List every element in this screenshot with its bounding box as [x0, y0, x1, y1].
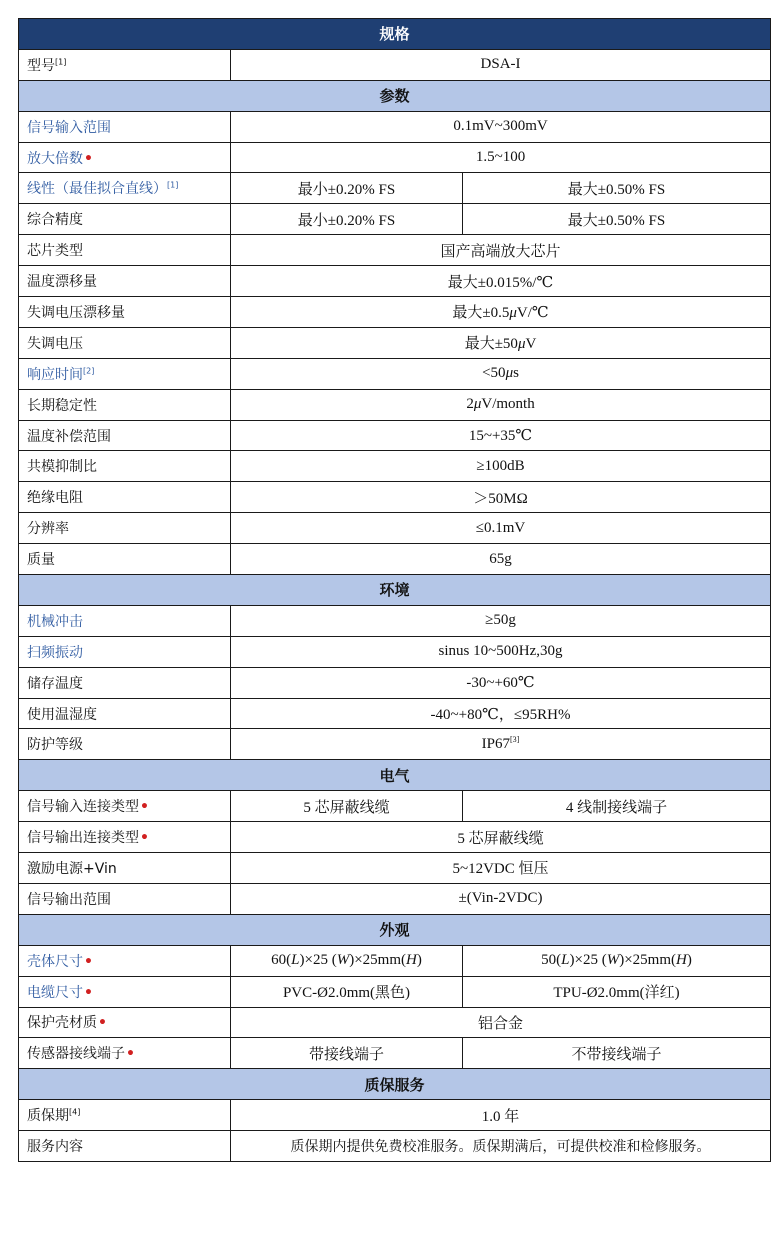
row-value: ＞50MΩ	[231, 482, 771, 513]
row-label: 质量	[19, 544, 231, 575]
row-value: 铝合金	[231, 1007, 771, 1038]
table-row	[19, 883, 771, 914]
row-value: 国产高端放大芯片	[231, 235, 771, 266]
row-label: 激励电源+Vin	[19, 853, 231, 884]
row-label: 响应时间[2]	[19, 358, 231, 389]
row-label: 长期稳定性	[19, 389, 231, 420]
table-row	[19, 1038, 771, 1069]
section-header-service: 质保服务	[19, 1069, 771, 1100]
row-value-min: 最小±0.20% FS	[231, 173, 463, 204]
row-label: 绝缘电阻	[19, 482, 231, 513]
table-row	[19, 667, 771, 698]
row-label: 信号输入范围	[19, 111, 231, 142]
row-label: 储存温度	[19, 667, 231, 698]
row-value: ≥50g	[231, 605, 771, 636]
row-label: 保护壳材质•	[19, 1007, 231, 1038]
table-row	[19, 544, 771, 575]
table-row	[19, 513, 771, 544]
row-value: -40~+80℃，≤95RH%	[231, 698, 771, 729]
row-value: 5~12VDC 恒压	[231, 853, 771, 884]
table-row	[19, 1007, 771, 1038]
row-value: 0.1mV~300mV	[231, 111, 771, 142]
row-value-b: 4 线制接线端子	[463, 791, 771, 822]
row-label: 放大倍数•	[19, 142, 231, 173]
title-row	[19, 19, 771, 50]
table-row	[19, 945, 771, 976]
row-value: ≤0.1mV	[231, 513, 771, 544]
marker-dot-icon: •	[126, 1046, 135, 1063]
row-value: 最大±0.015%/℃	[231, 266, 771, 297]
table-row	[19, 698, 771, 729]
row-value-a: 60(L)×25 (W)×25mm(H)	[231, 945, 463, 976]
row-value: <50μs	[231, 358, 771, 389]
table-row	[19, 1131, 771, 1162]
row-value: 1.5~100	[231, 142, 771, 173]
table-title: 规格	[19, 19, 771, 50]
row-label: 服务内容	[19, 1131, 231, 1162]
table-row	[19, 853, 771, 884]
row-value-b: TPU-Ø2.0mm(洋红)	[463, 976, 771, 1007]
table-row	[19, 822, 771, 853]
row-value: 15~+35℃	[231, 420, 771, 451]
row-value: ≥100dB	[231, 451, 771, 482]
row-value-min: 最小±0.20% FS	[231, 204, 463, 235]
marker-dot-icon: •	[84, 150, 93, 167]
marker-dot-icon: •	[84, 984, 93, 1001]
table-row	[19, 420, 771, 451]
row-value: 2μV/month	[231, 389, 771, 420]
row-label: 电缆尺寸•	[19, 976, 231, 1007]
row-value-b: 不带接线端子	[463, 1038, 771, 1069]
table-row	[19, 729, 771, 760]
row-value: 质保期内提供免费校准服务。质保期满后，可提供校准和检修服务。	[231, 1131, 771, 1162]
row-value: IP67[3]	[231, 729, 771, 760]
spec-sheet	[18, 18, 770, 1162]
marker-dot-icon: •	[140, 830, 149, 847]
table-row	[19, 451, 771, 482]
table-row	[19, 605, 771, 636]
table-row	[19, 111, 771, 142]
table-row	[19, 1100, 771, 1131]
row-value-a: PVC-Ø2.0mm(黑色)	[231, 976, 463, 1007]
row-label: 扫频振动	[19, 636, 231, 667]
model-value: DSA-I	[231, 49, 771, 80]
row-label: 温度补偿范围	[19, 420, 231, 451]
spec-table	[18, 18, 771, 1162]
row-label: 质保期[4]	[19, 1100, 231, 1131]
row-value: sinus 10~500Hz,30g	[231, 636, 771, 667]
marker-dot-icon: •	[98, 1015, 107, 1032]
row-label: 信号输入连接类型•	[19, 791, 231, 822]
row-value: ±(Vin-2VDC)	[231, 883, 771, 914]
row-value-a: 带接线端子	[231, 1038, 463, 1069]
table-row	[19, 791, 771, 822]
row-label: 失调电压	[19, 327, 231, 358]
table-row	[19, 266, 771, 297]
row-label: 信号输出连接类型•	[19, 822, 231, 853]
table-row	[19, 297, 771, 328]
marker-dot-icon: •	[84, 953, 93, 970]
row-value: 5 芯屏蔽线缆	[231, 822, 771, 853]
row-label: 信号输出范围	[19, 883, 231, 914]
row-value-max: 最大±0.50% FS	[463, 173, 771, 204]
row-value-a: 5 芯屏蔽线缆	[231, 791, 463, 822]
row-label: 机械冲击	[19, 605, 231, 636]
row-label: 线性（最佳拟合直线）[1]	[19, 173, 231, 204]
row-value: -30~+60℃	[231, 667, 771, 698]
table-row	[19, 327, 771, 358]
table-row	[19, 235, 771, 266]
section-header-params: 参数	[19, 80, 771, 111]
row-label: 传感器接线端子•	[19, 1038, 231, 1069]
row-value: 65g	[231, 544, 771, 575]
row-label: 温度漂移量	[19, 266, 231, 297]
table-row	[19, 976, 771, 1007]
row-label: 型号[1]	[19, 49, 231, 80]
table-row	[19, 142, 771, 173]
row-value: 最大±50μV	[231, 327, 771, 358]
row-label: 共模抑制比	[19, 451, 231, 482]
marker-dot-icon: •	[140, 799, 149, 816]
section-header-env: 环境	[19, 575, 771, 606]
model-row	[19, 49, 771, 80]
row-label: 分辨率	[19, 513, 231, 544]
row-label: 使用温湿度	[19, 698, 231, 729]
row-label: 综合精度	[19, 204, 231, 235]
row-value-b: 50(L)×25 (W)×25mm(H)	[463, 945, 771, 976]
section-header-elec: 电气	[19, 760, 771, 791]
table-row	[19, 482, 771, 513]
table-row	[19, 636, 771, 667]
row-label: 芯片类型	[19, 235, 231, 266]
table-row	[19, 389, 771, 420]
table-row	[19, 204, 771, 235]
row-label: 失调电压漂移量	[19, 297, 231, 328]
table-row	[19, 173, 771, 204]
section-header-look: 外观	[19, 914, 771, 945]
table-row	[19, 358, 771, 389]
row-value: 最大±0.5μV/℃	[231, 297, 771, 328]
row-value-max: 最大±0.50% FS	[463, 204, 771, 235]
row-label: 防护等级	[19, 729, 231, 760]
row-value: 1.0 年	[231, 1100, 771, 1131]
row-label: 壳体尺寸•	[19, 945, 231, 976]
